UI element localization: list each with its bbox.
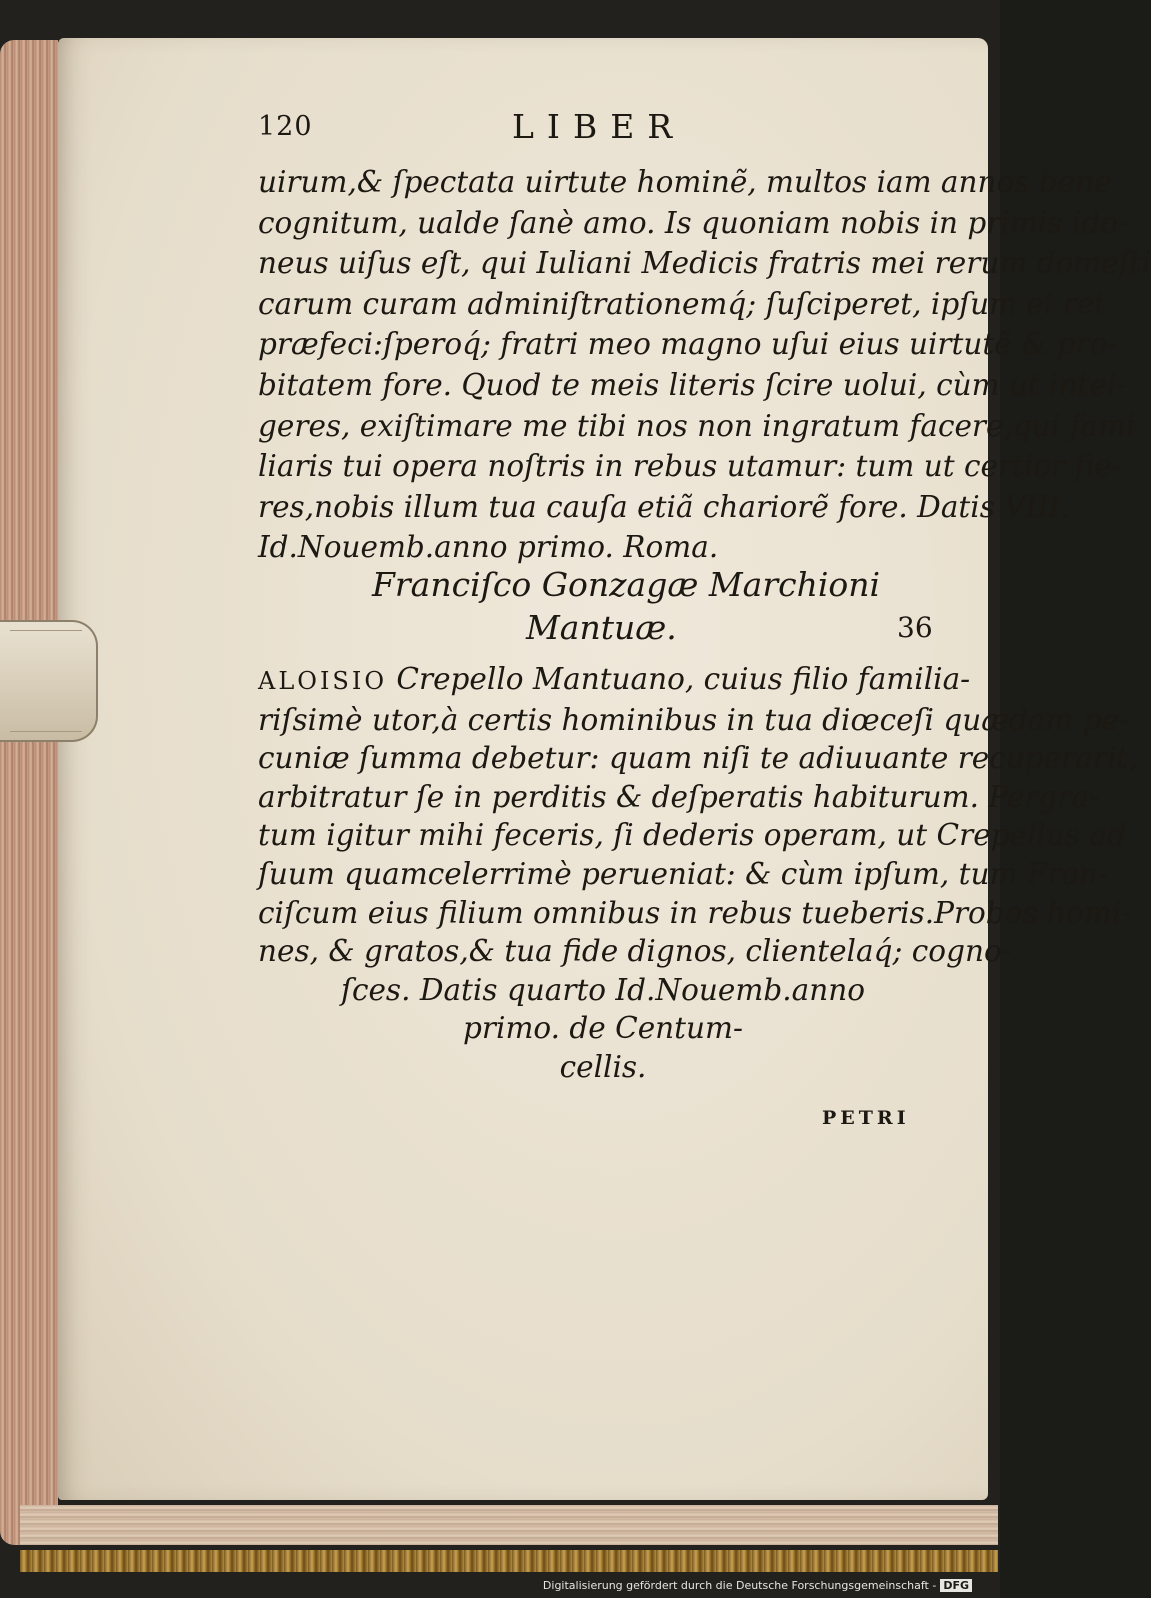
text-line: Id.Nouemb.anno primo. Roma. [258, 530, 719, 565]
text-line: res,nobis illum tua cauſa etiã chariorẽ fore. Datis VIII. [258, 489, 1070, 524]
text-line: cellis. [559, 1049, 647, 1084]
catchword: PETRI [822, 1107, 910, 1129]
text-line: uirum,& ſpectata uirtute hominẽ, multos iam annos bene [258, 165, 1112, 199]
text-line: tum igitur mihi feceris, ſi dederis operam, ut Crepellus ad [258, 818, 1126, 853]
text-line: cuniæ ſumma debetur: quam niſi te adiuuante recuperarit, [258, 741, 1138, 776]
digitization-credit [543, 1579, 972, 1592]
text-line: præfeci:ſperoq́; fratri meo magno uſui eius uirtutẽ & pro- [258, 327, 1118, 362]
letter-2-heading: Franciſco Gonzagæ Marchioni [372, 565, 881, 604]
letter-1-text [258, 162, 1151, 568]
text-line: riſsimè utor,à certis hominibus in tua diœceſi quædam pe- [258, 702, 1130, 737]
book-edge-bottom [20, 1505, 998, 1545]
dfg-logo: DFG [940, 1579, 972, 1592]
running-head: LIBER [512, 107, 686, 146]
text-line: carum curam adminiſtrationemq́; ſuſciperet, ipſum ei rei [258, 286, 1104, 321]
text-line: bitatem fore. Quod te meis literis ſcire uolui, cùm ut intel- [258, 367, 1127, 402]
text-line: ALOISIO Crepello Mantuano, cuius filio familia- [258, 662, 971, 696]
text-line: neus uiſus eſt, qui Iuliani Medicis fratris mei rerum domeſti [258, 246, 1151, 281]
book-edge-left [0, 40, 58, 1545]
text-line: ſuum quamcelerrimè perueniat: & cùm ipſum, tum Fran- [258, 856, 1108, 891]
text-line: cognitum, ualde ſanè amo. Is quoniam nobis in primis ido- [258, 205, 1128, 240]
gilt-edge [20, 1550, 998, 1572]
text-line: ſces. Datis quarto Id.Nouemb.anno [341, 972, 865, 1007]
text-line: geres, exiſtimare me tibi nos non ingratum facere,qui fami [258, 408, 1136, 443]
text-line: nes, & gratos,& tua fide dignos, clientelaq́; cogno- [258, 934, 1012, 969]
letter-2-heading-cont: Mantuæ. [526, 608, 677, 647]
text-line: liaris tui opera noſtris in rebus utamur: tum ut certior fie- [258, 449, 1122, 484]
text-line: ciſcum eius filium omnibus in rebus tueberis.Probos homi- [258, 895, 1132, 930]
letter-number: 36 [897, 611, 933, 644]
text-line: arbitratur ſe in perditis & deſperatis habiturum. Pergra- [258, 779, 1099, 814]
page-clasp [0, 620, 98, 742]
credit-text: Digitalisierung gefördert durch die Deutsche Forschungsgemeinschaft - [542, 1579, 937, 1592]
opening-word: ALOISIO [258, 667, 388, 695]
letter-2-text [258, 660, 1138, 1087]
text-line: primo. de Centum- [463, 1011, 743, 1046]
page-number: 120 [258, 111, 313, 142]
